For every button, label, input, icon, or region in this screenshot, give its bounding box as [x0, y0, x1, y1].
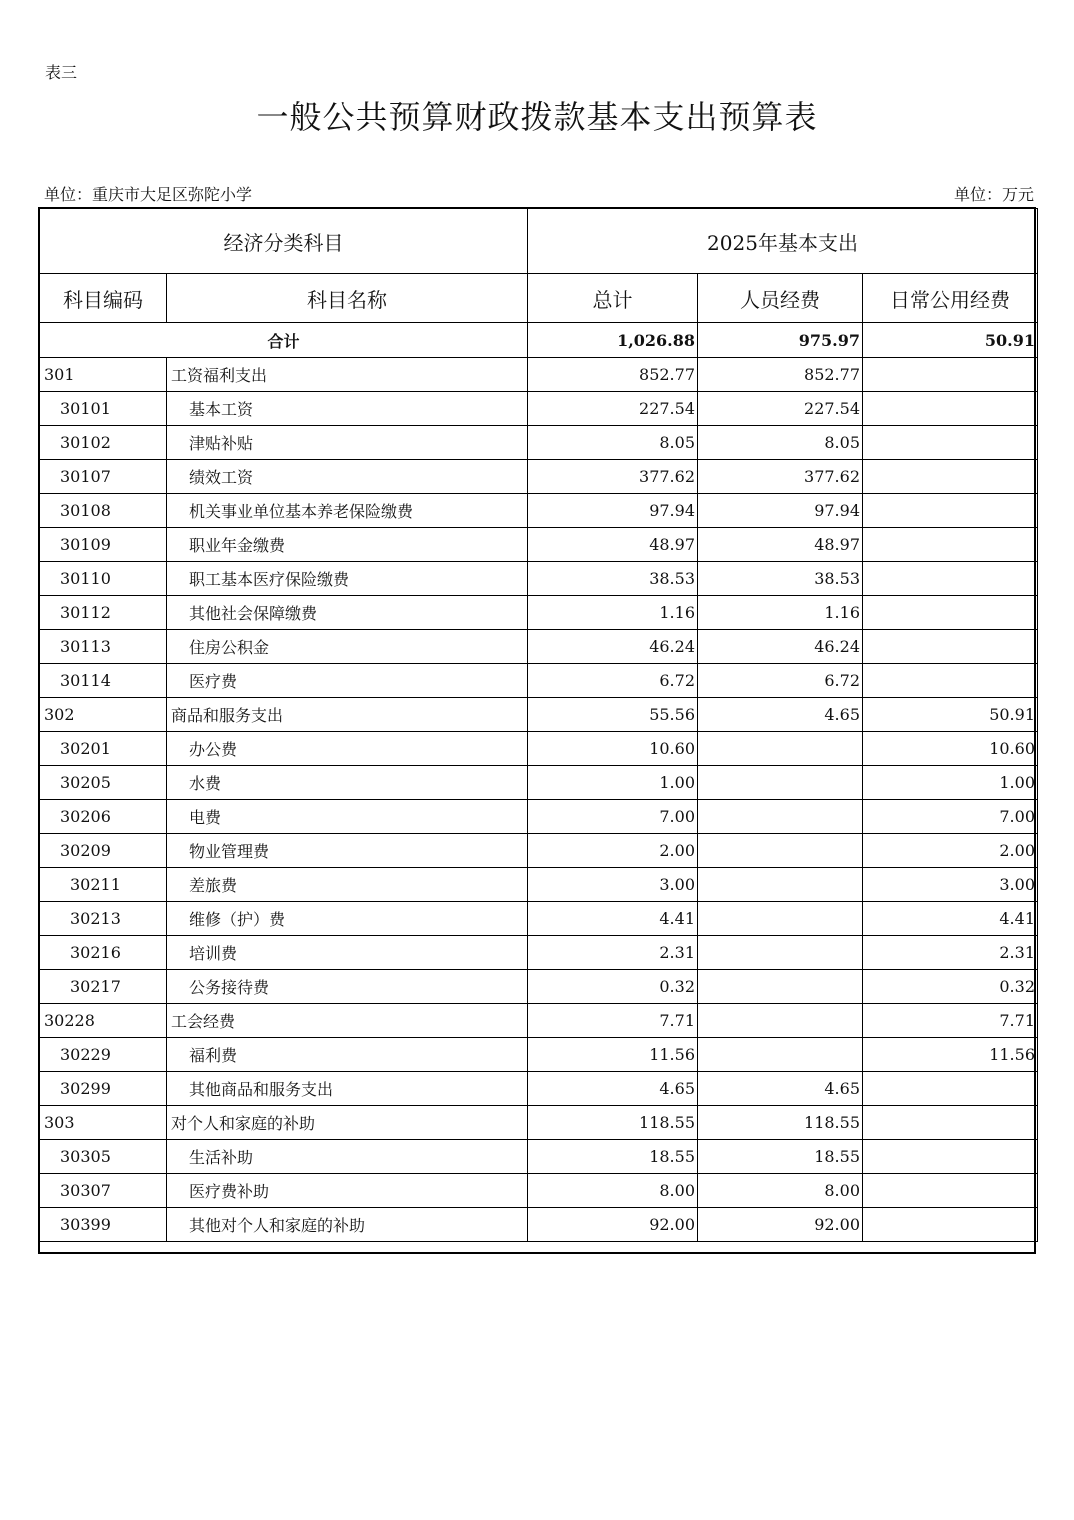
table-row: [40, 970, 1038, 1004]
row-personnel: 118.55: [698, 1106, 863, 1140]
row-code: 301: [40, 358, 167, 392]
row-total: 0.32: [528, 970, 698, 1004]
row-personnel: 46.24: [698, 630, 863, 664]
row-total: 118.55: [528, 1106, 698, 1140]
row-name: 工会经费: [167, 1004, 528, 1038]
row-code: 30101: [40, 392, 167, 426]
row-code: 30107: [40, 460, 167, 494]
row-total: 4.65: [528, 1072, 698, 1106]
row-code: 30110: [40, 562, 167, 596]
table-row: [40, 732, 1038, 766]
row-name: 住房公积金: [167, 630, 528, 664]
row-total: 6.72: [528, 664, 698, 698]
row-public: 50.91: [863, 698, 1038, 732]
row-code: 30305: [40, 1140, 167, 1174]
row-public: [863, 1072, 1038, 1106]
row-code: 30205: [40, 766, 167, 800]
table-row: [40, 902, 1038, 936]
table-row: [40, 460, 1038, 494]
row-public: [863, 358, 1038, 392]
row-name: 其他商品和服务支出: [167, 1072, 528, 1106]
row-public: 2.00: [863, 834, 1038, 868]
table-row: [40, 1106, 1038, 1140]
row-code: 30213: [40, 902, 167, 936]
row-public: 7.00: [863, 800, 1038, 834]
row-name: 差旅费: [167, 868, 528, 902]
row-public: [863, 596, 1038, 630]
row-public: 2.31: [863, 936, 1038, 970]
row-total: 4.41: [528, 902, 698, 936]
row-name: 绩效工资: [167, 460, 528, 494]
row-total: 7.00: [528, 800, 698, 834]
row-total: 55.56: [528, 698, 698, 732]
row-code: 302: [40, 698, 167, 732]
row-name: 职业年金缴费: [167, 528, 528, 562]
row-total: 8.00: [528, 1174, 698, 1208]
row-personnel: 92.00: [698, 1208, 863, 1242]
total-row: [40, 323, 1038, 358]
table-row: [40, 596, 1038, 630]
total-personnel: 975.97: [698, 323, 863, 358]
row-personnel: 48.97: [698, 528, 863, 562]
row-personnel: [698, 1038, 863, 1072]
row-public: [863, 494, 1038, 528]
row-name: 津贴补贴: [167, 426, 528, 460]
table-row: [40, 766, 1038, 800]
row-public: [863, 1106, 1038, 1140]
row-personnel: [698, 868, 863, 902]
row-public: [863, 1140, 1038, 1174]
row-total: 48.97: [528, 528, 698, 562]
row-total: 1.16: [528, 596, 698, 630]
row-personnel: [698, 800, 863, 834]
row-personnel: 1.16: [698, 596, 863, 630]
row-public: 4.41: [863, 902, 1038, 936]
row-public: [863, 1208, 1038, 1242]
total-sum: 1,026.88: [528, 323, 698, 358]
row-personnel: 4.65: [698, 698, 863, 732]
row-total: 227.54: [528, 392, 698, 426]
row-code: 30216: [40, 936, 167, 970]
row-code: 30114: [40, 664, 167, 698]
table-row: [40, 528, 1038, 562]
row-personnel: 8.00: [698, 1174, 863, 1208]
column-header-public: 日常公用经费: [863, 274, 1038, 323]
row-personnel: [698, 970, 863, 1004]
row-total: 97.94: [528, 494, 698, 528]
table-row: [40, 494, 1038, 528]
table-row: [40, 1174, 1038, 1208]
row-personnel: [698, 766, 863, 800]
row-code: 30201: [40, 732, 167, 766]
row-total: 377.62: [528, 460, 698, 494]
row-name: 商品和服务支出: [167, 698, 528, 732]
table-row: [40, 1004, 1038, 1038]
table-row: [40, 834, 1038, 868]
column-header-personnel: 人员经费: [698, 274, 863, 323]
row-personnel: 6.72: [698, 664, 863, 698]
row-personnel: 227.54: [698, 392, 863, 426]
row-name: 工资福利支出: [167, 358, 528, 392]
table-row: [40, 868, 1038, 902]
table-row: [40, 1072, 1038, 1106]
column-header-name: 科目名称: [167, 274, 528, 323]
row-code: 30399: [40, 1208, 167, 1242]
row-public: [863, 392, 1038, 426]
row-total: 8.05: [528, 426, 698, 460]
unit-currency: 单位：万元: [953, 185, 1034, 204]
table-row: [40, 392, 1038, 426]
row-total: 7.71: [528, 1004, 698, 1038]
total-label: 合计: [40, 323, 528, 358]
row-public: 1.00: [863, 766, 1038, 800]
row-personnel: 377.62: [698, 460, 863, 494]
row-total: 46.24: [528, 630, 698, 664]
row-public: 7.71: [863, 1004, 1038, 1038]
table-row: [40, 664, 1038, 698]
header-economic-classification: 经济分类科目: [40, 209, 528, 274]
row-name: 公务接待费: [167, 970, 528, 1004]
row-personnel: 38.53: [698, 562, 863, 596]
page-title: 一般公共预算财政拨款基本支出预算表: [256, 98, 818, 136]
row-code: 303: [40, 1106, 167, 1140]
row-total: 92.00: [528, 1208, 698, 1242]
row-name: 办公费: [167, 732, 528, 766]
table-row: [40, 800, 1038, 834]
row-public: [863, 562, 1038, 596]
row-code: 30211: [40, 868, 167, 902]
row-personnel: [698, 936, 863, 970]
row-public: [863, 1174, 1038, 1208]
row-total: 38.53: [528, 562, 698, 596]
row-personnel: 852.77: [698, 358, 863, 392]
row-personnel: 4.65: [698, 1072, 863, 1106]
row-code: 30228: [40, 1004, 167, 1038]
row-personnel: 97.94: [698, 494, 863, 528]
row-personnel: [698, 1004, 863, 1038]
row-name: 生活补助: [167, 1140, 528, 1174]
row-name: 基本工资: [167, 392, 528, 426]
column-header-total: 总计: [528, 274, 698, 323]
row-name: 维修（护）费: [167, 902, 528, 936]
row-public: 11.56: [863, 1038, 1038, 1072]
table-row: [40, 426, 1038, 460]
total-public: 50.91: [863, 323, 1038, 358]
row-code: 30299: [40, 1072, 167, 1106]
row-personnel: 8.05: [698, 426, 863, 460]
row-name: 培训费: [167, 936, 528, 970]
row-public: 10.60: [863, 732, 1038, 766]
row-code: 30307: [40, 1174, 167, 1208]
row-total: 11.56: [528, 1038, 698, 1072]
table-row: [40, 1208, 1038, 1242]
row-total: 2.00: [528, 834, 698, 868]
row-name: 电费: [167, 800, 528, 834]
row-public: [863, 460, 1038, 494]
row-name: 福利费: [167, 1038, 528, 1072]
row-name: 其他对个人和家庭的补助: [167, 1208, 528, 1242]
row-code: 30102: [40, 426, 167, 460]
row-public: [863, 630, 1038, 664]
row-name: 职工基本医疗保险缴费: [167, 562, 528, 596]
row-public: [863, 528, 1038, 562]
row-name: 其他社会保障缴费: [167, 596, 528, 630]
column-header-code: 科目编码: [40, 274, 167, 323]
row-public: 3.00: [863, 868, 1038, 902]
table-row: [40, 1140, 1038, 1174]
row-code: 30209: [40, 834, 167, 868]
table-row: [40, 630, 1038, 664]
header-basic-expenditure: 2025年基本支出: [528, 209, 1038, 274]
row-code: 30217: [40, 970, 167, 1004]
row-name: 对个人和家庭的补助: [167, 1106, 528, 1140]
row-code: 30113: [40, 630, 167, 664]
row-total: 852.77: [528, 358, 698, 392]
row-code: 30109: [40, 528, 167, 562]
row-personnel: [698, 834, 863, 868]
table-row: [40, 698, 1038, 732]
row-total: 2.31: [528, 936, 698, 970]
row-total: 10.60: [528, 732, 698, 766]
table-label: 表三: [45, 63, 78, 82]
row-code: 30206: [40, 800, 167, 834]
row-personnel: [698, 902, 863, 936]
row-personnel: 18.55: [698, 1140, 863, 1174]
table-row: [40, 358, 1038, 392]
unit-organization: 单位：重庆市大足区弥陀小学: [44, 185, 253, 204]
row-total: 1.00: [528, 766, 698, 800]
row-name: 医疗费: [167, 664, 528, 698]
row-code: 30112: [40, 596, 167, 630]
table-row: [40, 562, 1038, 596]
row-personnel: [698, 732, 863, 766]
row-public: [863, 426, 1038, 460]
row-name: 水费: [167, 766, 528, 800]
row-public: [863, 664, 1038, 698]
budget-table: [39, 208, 1038, 1242]
row-total: 3.00: [528, 868, 698, 902]
row-total: 18.55: [528, 1140, 698, 1174]
row-code: 30108: [40, 494, 167, 528]
row-public: 0.32: [863, 970, 1038, 1004]
row-name: 机关事业单位基本养老保险缴费: [167, 494, 528, 528]
row-name: 医疗费补助: [167, 1174, 528, 1208]
row-name: 物业管理费: [167, 834, 528, 868]
table-row: [40, 936, 1038, 970]
table-row: [40, 1038, 1038, 1072]
row-code: 30229: [40, 1038, 167, 1072]
